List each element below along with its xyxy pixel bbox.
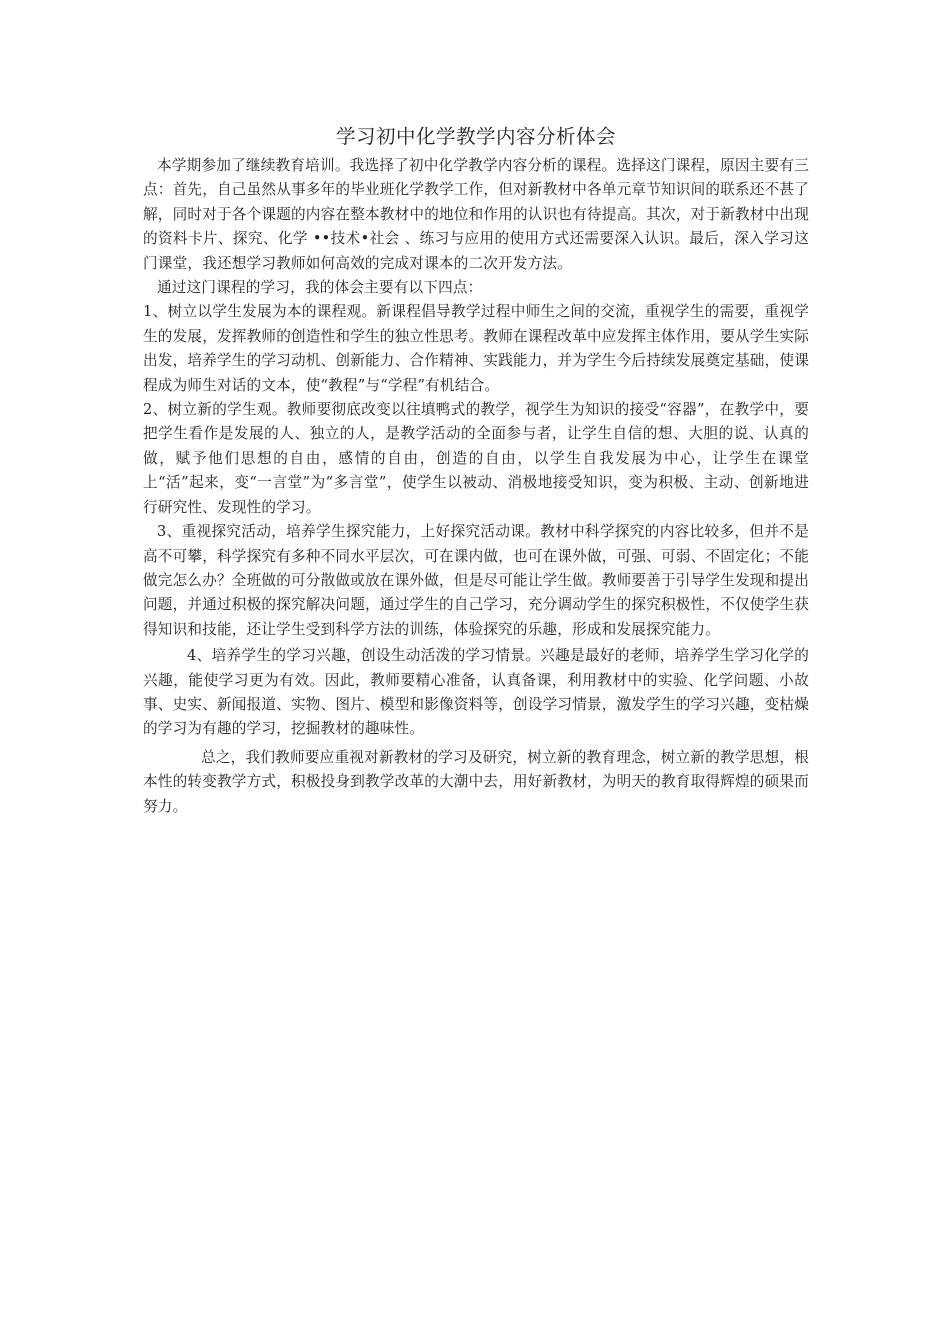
paragraph-summary-lead: 通过这门课程的学习，我的体会主要有以下四点：	[157, 279, 483, 297]
page-title: 学习初中化学教学内容分析体会	[335, 125, 616, 148]
paragraph-conclusion: 总之，我们教师要应重视对新教材的学习及研究，树立新的教育理念，树立新的教学思想，根本性的转变教学方式，积极投身到教学改革的大潮中去，用好新教材，为明天的教育取得辉煌的硕果而努力。	[143, 748, 809, 815]
paragraph-point-1: 1、树立以学生发展为本的课程观。新课程倡导教学过程中师生之间的交流，重视学生的需要，重视学生的发展，发挥教师的创造性和学生的独立性思考。教师在课程改革中应发挥主体作用，要从学生实际出发，培养学生的学习动机、创新能力、合作精神、实践能力，并为学生今后持续发展奠定基础，使课程成为师生对话的文本，使“教程”与“学程”有机结合。	[143, 303, 809, 394]
paragraph-point-3: 3、重视探究活动，培养学生探究能力，上好探究活动课。教材中科学探究的内容比较多，但并不是高不可攀，科学探究有多种不同水平层次，可在课内做，也可在课外做，可强、可弱、不固定化；不能做完怎么办？全班做的可分散做或放在课外做，但是尽可能让学生做。教师要善于引导学生发现和提出问题，并通过积极的探究解决问题，通过学生的自己学习，充分调动学生的探究积极性，不仅使学生获得知识和技能，还让学生受到科学方法的训练，体验探究的乐趣，形成和发展探究能力。	[143, 523, 809, 638]
document-body	[143, 120, 809, 819]
paragraph-point-4: 4、培养学生的学习兴趣，创设生动活泼的学习情景。兴趣是最好的老师，培养学生学习化学的兴趣，能使学习更为有效。因此，教师要精心准备，认真备课，利用教材中的实验、化学问题、小故事、史实、新闻报道、实物、图片、模型和影像资料等，创设学习情景，激发学生的学习兴趣，变枯燥的学习为有趣的学习，挖掘教材的趣味性。	[143, 647, 809, 738]
paragraph-intro: 本学期参加了继续教育培训。我选择了初中化学教学内容分析的课程。选择这门课程，原因主要有三点：首先，自己虽然从事多年的毕业班化学教学工作，但对新教材中各单元章节知识间的联系还不甚了解，同时对于各个课题的内容在整本教材中的地位和作用的认识也有待提高。其次，对于新教材中出现的资料卡片、探究、化学 ••技术•社会 、练习与应用的使用方式还需要深入认识。最后，深入学习这门课堂，我还想学习教师如何高效的完成对课本的二次开发方法。	[143, 157, 809, 272]
paragraph-point-2: 2、树立新的学生观。教师要彻底改变以往填鸭式的教学，视学生为知识的接受“容器”，在教学中，要把学生看作是发展的人、独立的人，是教学活动的全面参与者，让学生自信的想、大胆的说、认真的做，赋予他们思想的自由，感情的自由，创造的自由，以学生自我发展为中心，让学生在课堂上“活”起来，变“一言堂”为“多言堂”，使学生以被动、消极地接受知识，变为积极、主动、创新地进行研究性、发现性的学习。	[143, 401, 809, 516]
